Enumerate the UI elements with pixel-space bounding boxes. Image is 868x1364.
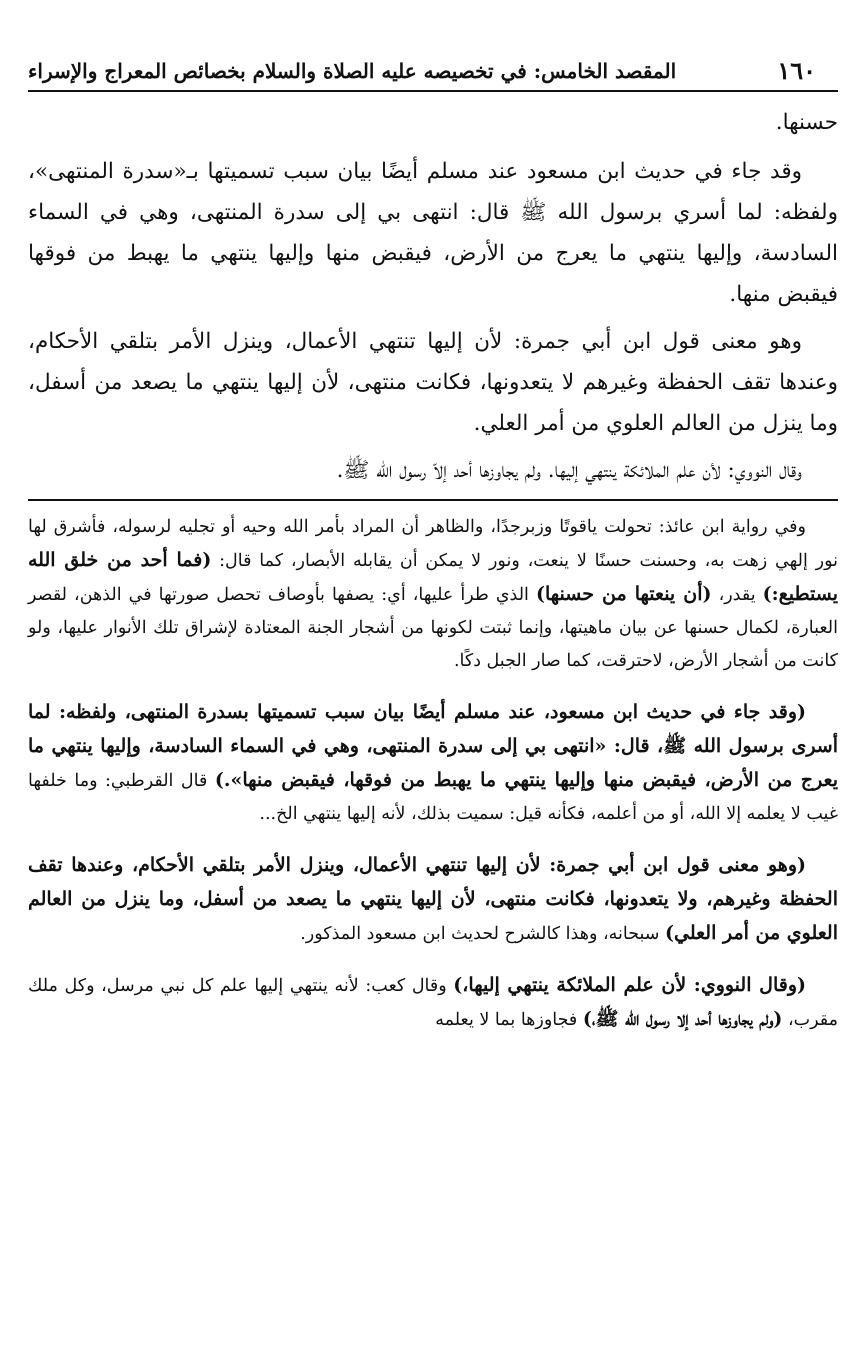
commentary-text: الذي طرأ عليها، أي: يصفها بأوصاف تحصل صورتها في الذهن، لقصر العبارة، لكمال حسنها عن بيان ماهيتها، وإنما ثبتت لكونها من أشجار الجنة المعتادة لإشراق تلك الأنوار عليها، ولو كانت من أشجار الأرض، لاحترقت، كما صار الجبل دكًا. [28,585,838,671]
running-header [28,44,838,86]
quoted-text: (وهو معنى قول ابن أبي جمرة: لأن إليها تنتهي الأعمال، وينزل الأمر بتلقي الأحكام، وعندها تقف الحفظة وغيرهم، ولا يتعدونها، فكانت منتهى، لأن إليها ينتهي ما يصعد من أسفل، وما ينزل من العالم العلوي من أمر العلي) [28,854,838,944]
main-paragraph: وقد جاء في حديث ابن مسعود عند مسلم أيضًا بيان سبب تسميتها بـ«سدرة المنتهى»، ولفظه: لما أسري برسول الله ﷺ قال: انتهى بي إلى سدرة المنتهى، وهي في السماء السادسة، وإليها ينتهي ما يعرج من الأرض، فيقبض منها وإليها ينتهي ما يهبط من فوقها فيقبض منها. [28,159,838,307]
main-text [28,102,838,491]
quoted-text: (وقد جاء في حديث ابن مسعود، عند مسلم أيضًا بيان سبب تسميتها بسدرة المنتهى، ولفظه: لما أسرى برسول الله ﷺ، قال: «انتهى بي إلى سدرة المنتهى، وهي في السماء السادسة، وإليها ينتهي ما يعرج من الأرض، فيقبض منها وإليها ينتهي ما يهبط من فوقها، فيقبض منها».) [28,701,839,791]
quoted-text: (ولم يجاوزها أحد إلا رسول الله ﷺ،) [582,1008,783,1030]
quoted-text: (فما أحد من خلق الله يستطيع:) [28,549,839,605]
page-number: ١٦٠ [777,56,816,85]
commentary-text: وقال كعب: لأنه ينتهي إليها علم كل نبي مرسل، وكل ملك مقرب، [28,976,838,1030]
commentary-divider [28,499,838,501]
commentary-paragraph [28,511,838,678]
main-paragraph: وقال النووي: لأن علم الملائكة ينتهي إليها. ولم يجاوزها أحد إلاّ رسول الله ﷺ. [336,458,802,483]
header-rule [28,90,838,92]
quoted-text: (أن ينعتها من حسنها) [535,583,712,605]
commentary-paragraph [28,696,838,831]
commentary-text: فجاوزها بما لا يعلمه [435,1010,583,1030]
commentary [28,511,838,1037]
chapter-title: المقصد الخامس: في تخصيصه عليه الصلاة والسلام بخصائص المعراج والإسراء [28,59,677,83]
quoted-text: (وقال النووي: لأن علم الملائكة ينتهي إليها،) [453,974,806,996]
commentary-text: وفي رواية ابن عائذ: تحولت ياقوتًا وزبرجدًا، والظاهر أن المراد بأمر الله وحيه أو تجليه لرسوله، فأشرق لها نور إلهي زهت به، وحسنت حسنًا لا ينعت، ونور لا يمكن أن يقابله الأبصار، كما قال: [28,517,838,571]
main-paragraph: وهو معنى قول ابن أبي جمرة: لأن إليها تنتهي الأعمال، وينزل الأمر بتلقي الأحكام، وعندها تقف الحفظة وغيرهم لا يتعدونها، فكانت منتهى، لأن إليها ينتهي ما يصعد من أسفل، وما ينزل من العالم العلوي من أمر العلي. [28,329,838,436]
commentary-paragraph [28,969,838,1037]
commentary-text: سبحانه، وهذا كالشرح لحديث ابن مسعود المذكور. [300,924,665,944]
commentary-paragraph [28,849,838,951]
main-paragraph: حسنها. [775,110,838,135]
commentary-text: قال القرطبي: وما خلفها غيب لا يعلمه إلا الله، أو من أعلمه، فكأنه قيل: سميت بذلك، لأنه إليها ينتهي الخ... [28,771,838,824]
commentary-text: يقدر، [711,585,763,605]
